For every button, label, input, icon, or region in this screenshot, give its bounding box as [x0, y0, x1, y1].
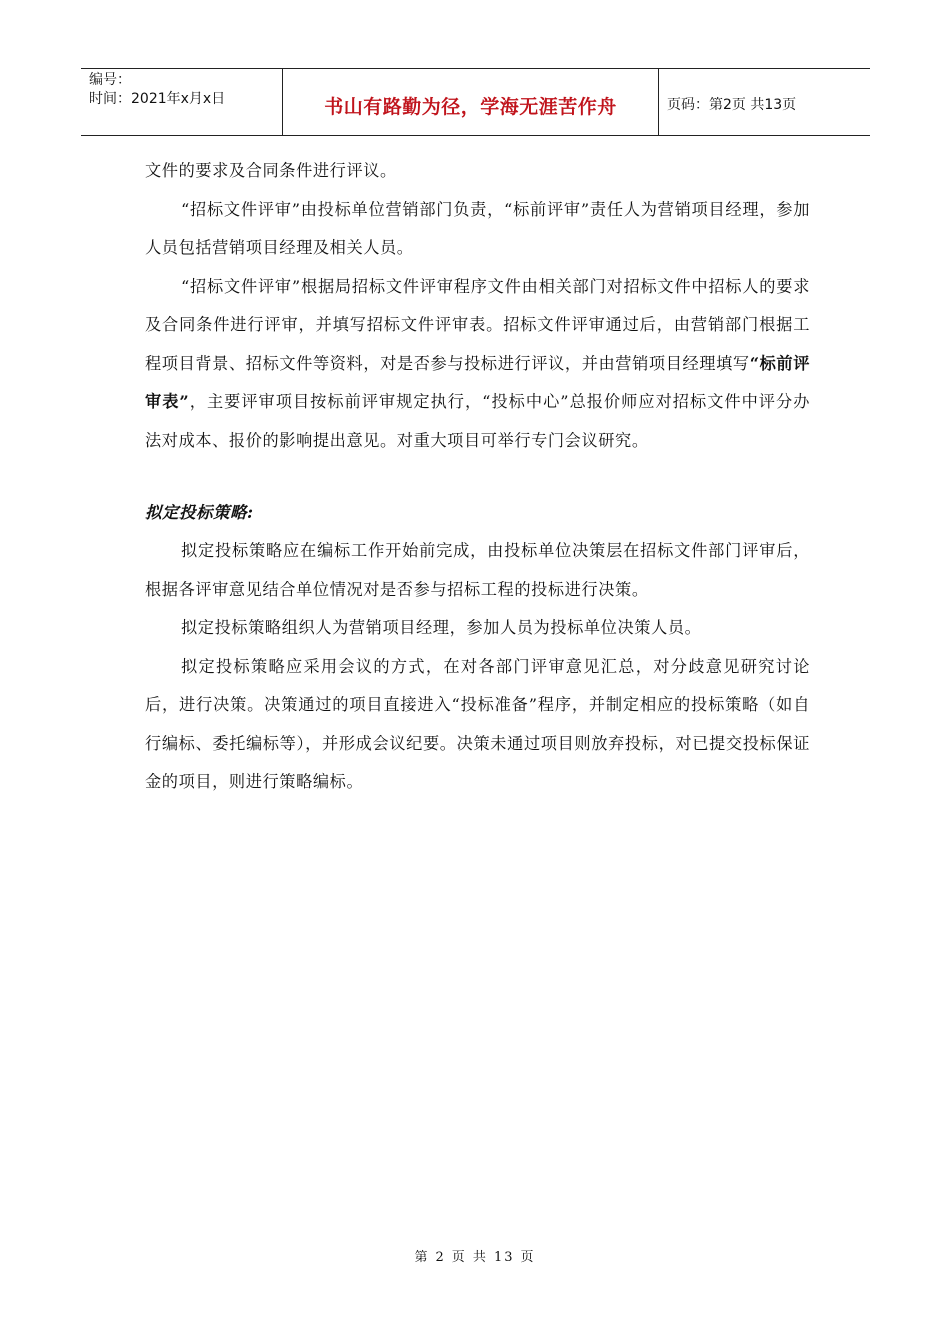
footer-current-page: 2: [435, 1250, 446, 1265]
paragraph-review-process: [145, 268, 810, 461]
page-header: [81, 68, 870, 136]
paragraph-review-process-part1: “招标文件评审”根据局招标文件评审程序文件由相关部门对招标文件中招标人的要求及合同条件进行评审，并填写招标文件评审表。招标文件评审通过后，由营销部门根据工程项目背景、招标文件等资料，对是否参与投标进行评议，并由营销项目经理填写: [145, 276, 810, 373]
header-page-info: 页码：第2页 共13页: [667, 97, 797, 113]
header-motto-cell: [283, 69, 659, 135]
paragraph-review-process-part2: ，主要评审项目按标前评审规定执行，“投标中心”总报价师应对招标文件中评分办法对成本、报价的影响提出意见。对重大项目可举行专门会议研究。: [145, 392, 810, 450]
paragraph-strategy-method: 拟定投标策略应采用会议的方式，在对各部门评审意见汇总，对分歧意见研究讨论后，进行决策。决策通过的项目直接进入“投标准备”程序，并制定相应的投标策略（如自行编标、委托编标等），并形成会议纪要。决策未通过项目则放弃投标，对已提交投标保证金的项目，则进行策略编标。: [145, 656, 810, 791]
paragraph-review-responsibility: “招标文件评审”由投标单位营销部门负责，“标前评审”责任人为营销项目经理，参加人员包括营销项目经理及相关人员。: [145, 199, 810, 257]
header-meta-cell: [81, 69, 283, 135]
footer-total-pages: 13: [493, 1250, 515, 1265]
document-body: [145, 152, 810, 802]
footer-prefix: 第: [414, 1250, 430, 1265]
header-motto: 书山有路勤为径，学海无涯苦作舟: [324, 95, 617, 118]
footer-suffix: 页: [520, 1250, 536, 1265]
paragraph-strategy-timing: 拟定投标策略应在编标工作开始前完成，由投标单位决策层在招标文件部门评审后，根据各评审意见结合单位情况对是否参与招标工程的投标进行决策。: [145, 541, 810, 599]
footer-middle: 页 共: [451, 1250, 488, 1265]
document-number-label: 编号：: [89, 72, 131, 88]
document-date: 时间：2021年x月x日: [89, 91, 226, 107]
header-page-cell: [659, 69, 870, 135]
page-footer: [0, 1246, 950, 1265]
section-title-bid-strategy: 拟定投标策略:: [145, 503, 254, 522]
paragraph-review-form-name: “标前评审表”: [145, 353, 810, 411]
paragraph-strategy-organizer: 拟定投标策略组织人为营销项目经理，参加人员为投标单位决策人员。: [181, 618, 702, 637]
paragraph-continuation: 文件的要求及合同条件进行评议。: [145, 161, 397, 180]
